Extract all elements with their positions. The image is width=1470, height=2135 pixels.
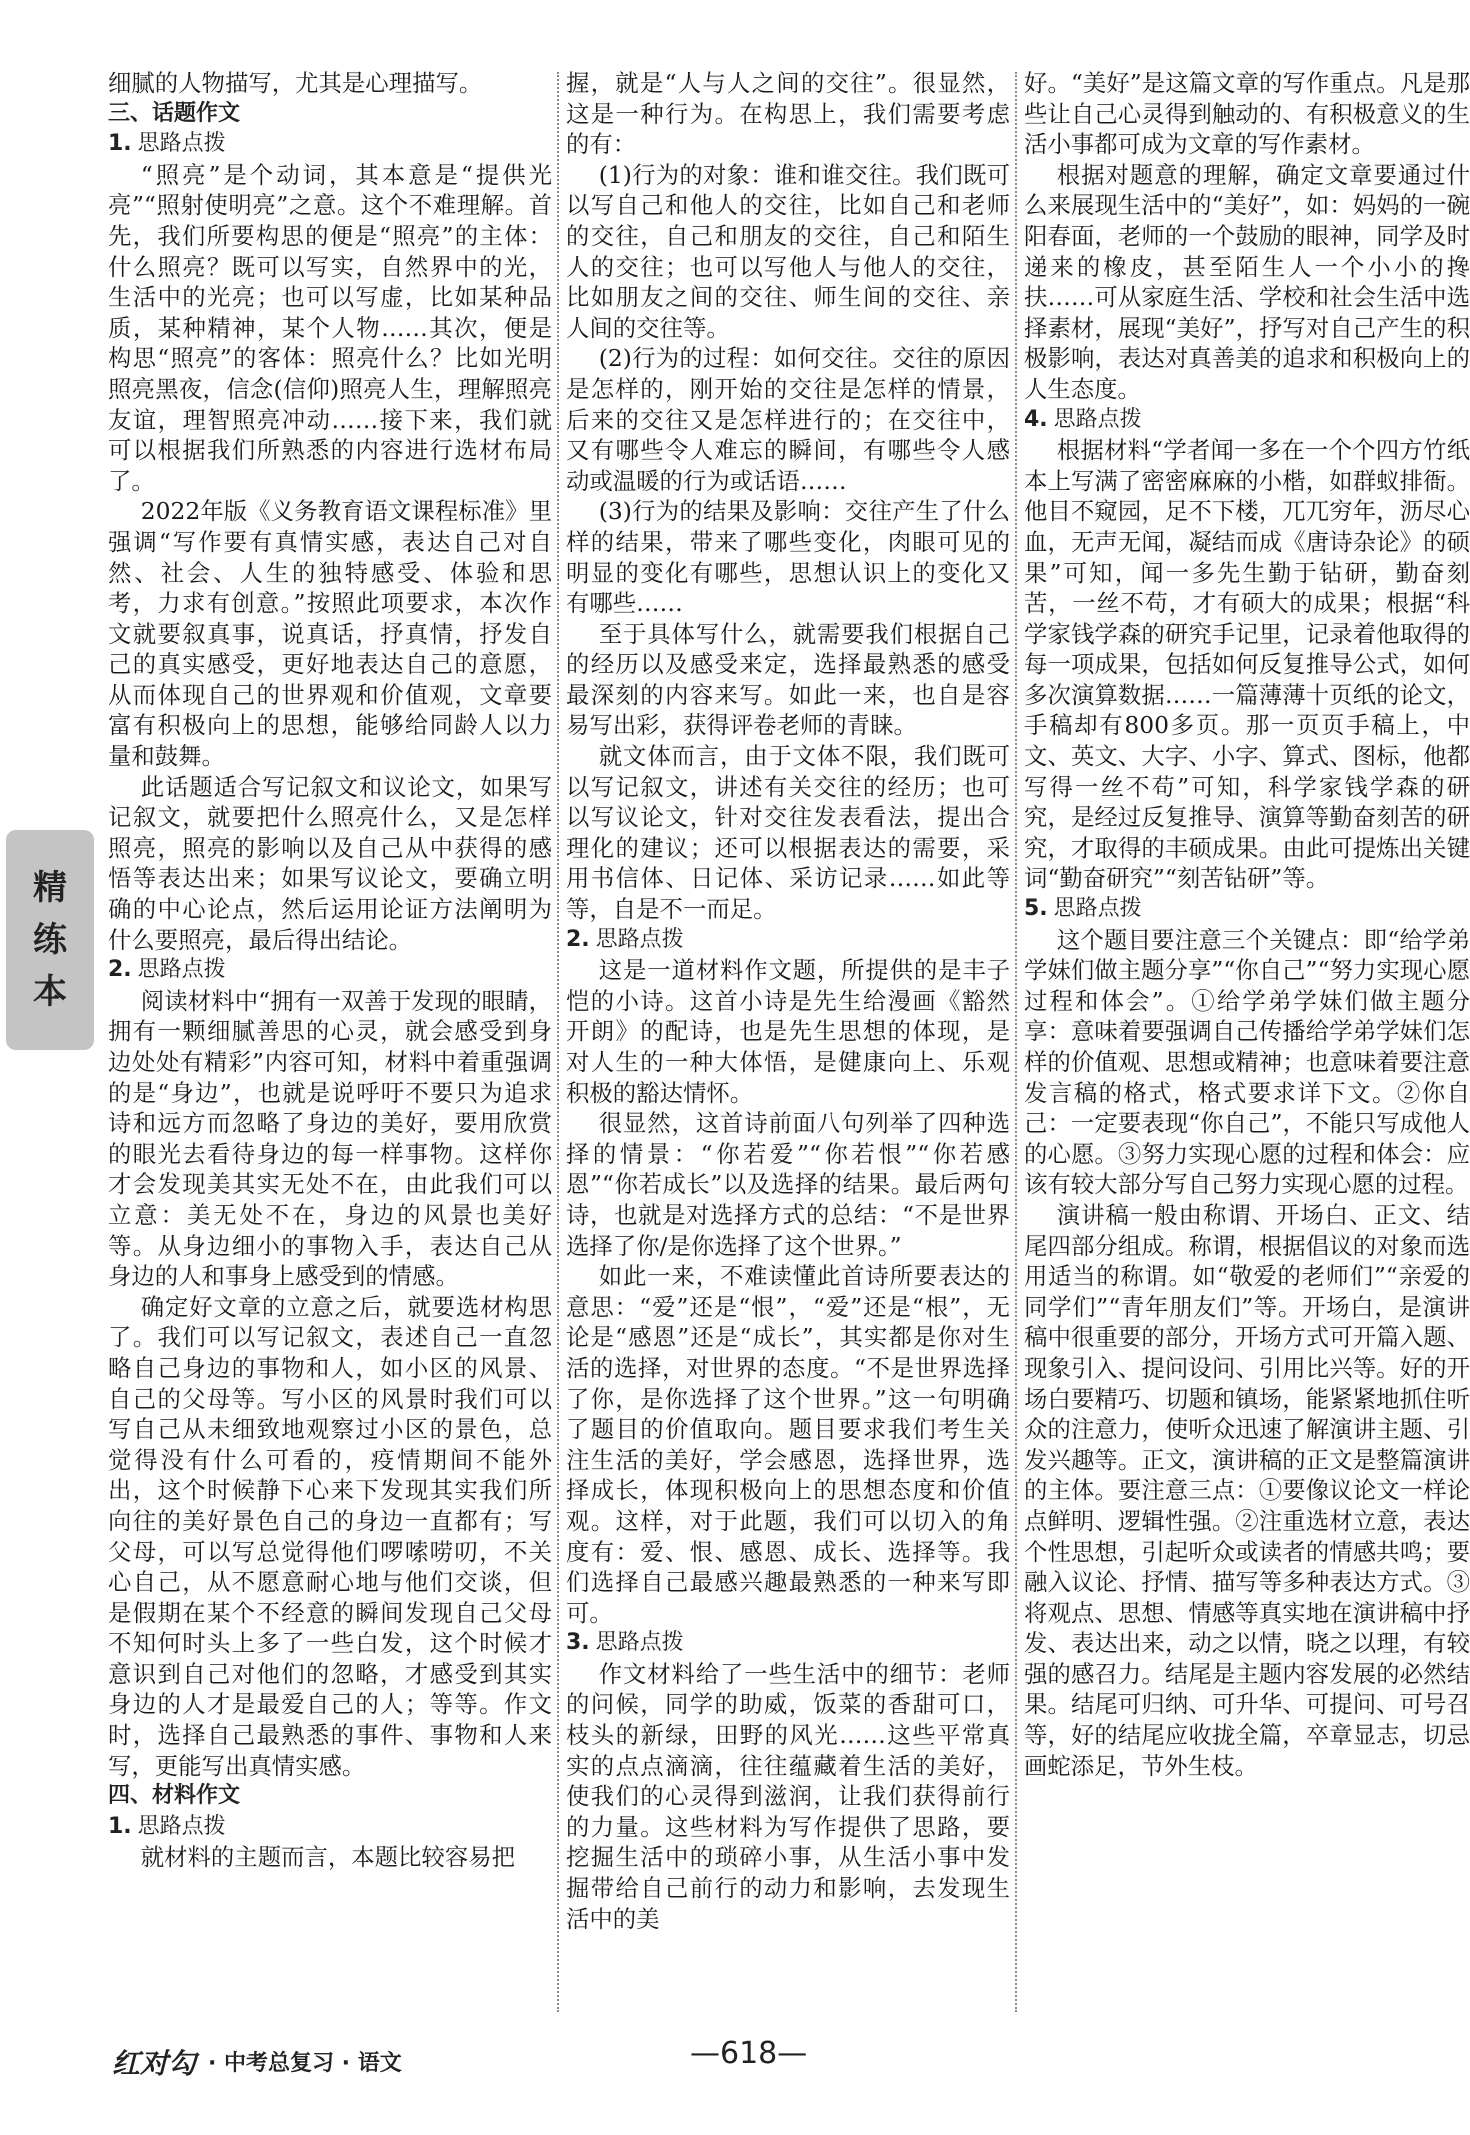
paragraph: 如此一来，不难读懂此首诗所要表达的意思：“爱”还是“恨”，“爱”还是“根”，无论是“感恩”还是“成长”，其实都是你对生活的选择，对世界的态度。“不是世界选择了你，是你选择了这个世界。”这一句明确了题目的价值取向。题目要求我们考生关注生活的美好，学会感恩，选择世界，选择成长，体现积极向上的思想态度和价值观。这样，对于此题，我们可以切入的角度有：爱、恨、感恩、成长、选择等。我们选择自己最感兴趣最熟悉的一种来写即可。: [566, 1262, 1010, 1627]
paragraph: 握，就是“人与人之间的交往”。很显然，这是一种行为。在构思上，我们需要考虑的有：: [566, 69, 1010, 159]
subsection-heading: [566, 1628, 1010, 1659]
side-tab-char: 本: [33, 972, 67, 1012]
paragraph: 就材料的主题而言，本题比较容易把: [140, 1843, 515, 1872]
subsection-title: 思路点拨: [595, 926, 684, 952]
column-divider: [1015, 72, 1017, 2012]
section-heading: 四、材料作文: [108, 1783, 241, 1809]
subsection-title: 思路点拨: [137, 1813, 226, 1839]
subsection-title: 思路点拨: [1053, 896, 1142, 922]
subsection-heading: [1024, 894, 1470, 925]
footer-brand-logo: 红对勾: [112, 2047, 197, 2080]
subsection-title: 思路点拨: [137, 957, 226, 983]
subsection-title: 思路点拨: [1053, 406, 1142, 432]
subsection-heading: [1024, 405, 1470, 436]
paragraph: “照亮”是个动词，其本意是“提供光亮”“照射使明亮”之意。这个不难理解。首先，我们所要构思的便是“照亮”的主体：什么照亮？既可以写实，自然界中的光，生活中的光亮；也可以写虚，比如某种品质，某种精神，某个人物……其次，便是构思“照亮”的客体：照亮什么？比如光明照亮黑夜，信念(信仰)照亮人生，理解照亮友谊，理智照亮冲动……接下来，我们就可以根据我们所熟悉的内容进行选材布局了。: [108, 160, 552, 495]
paragraph: 就文体而言，由于文体不限，我们既可以写记叙文，讲述有关交往的经历；也可以写议论文，针对交往发表看法，提出合理化的建议；还可以根据表达的需要，采用书信体、日记体、采访记录……如此等等，自是不一而足。: [566, 742, 1010, 924]
paragraph: (1)行为的对象：谁和谁交往。我们既可以写自己和他人的交往，比如自己和老师的交往，自己和朋友的交往，自己和陌生人的交往；也可以写他人与他人的交往，比如朋友之间的交往、师生间的交往、亲人间的交往等。: [566, 160, 1010, 342]
subsection-number: 2.: [566, 926, 590, 952]
paragraph: 2022年版《义务教育语文课程标准》里强调“写作要有真情实感，表达自己对自然、社会、人生的独特感受、体验和思考，力求有创意。”按照此项要求，本次作文就要叙真事，说真话，抒真情，抒发自己的真实感受，更好地表达自己的意愿，从而体现自己的世界观和价值观，文章要富有积极向上的思想，能够给同龄人以力量和鼓舞。: [108, 497, 552, 771]
paragraph: 好。“美好”是这篇文章的写作重点。凡是那些让自己心灵得到触动的、有积极意义的生活小事都可成为文章的写作素材。: [1024, 69, 1470, 159]
subsection-heading: [566, 925, 1010, 956]
paragraph: 至于具体写什么，就需要我们根据自己的经历以及感受来定，选择最熟悉的感受最深刻的内容来写。如此一来，也自是容易写出彩，获得评卷老师的青睐。: [566, 619, 1010, 740]
side-tab-char: 练: [33, 920, 67, 960]
subsection-heading: [108, 129, 552, 160]
subsection-title: 思路点拨: [137, 131, 226, 157]
side-tab-jinglianben: [6, 830, 94, 1050]
paragraph: 演讲稿一般由称谓、开场白、正文、结尾四部分组成。称谓，根据倡议的对象而选用适当的称谓。如“敬爱的老师们”“亲爱的同学们”“青年朋友们”等。开场白，是演讲稿中很重要的部分，开场方式可开篇入题、现象引入、提问设问、引用比兴等。好的开场白要精巧、切题和镇场，能紧紧地抓住听众的注意力，使听众迅速了解演讲主题、引发兴趣等。正文，演讲稿的正文是整篇演讲的主体。要注意三点：①要像议论文一样论点鲜明、逻辑性强。②注重选材立意，表达个性思想，引起听众或读者的情感共鸣；要融入议论、抒情、描写等多种表达方式。③将观点、思想、情感等真实地在演讲稿中抒发、表达出来，动之以情，晓之以理，有较强的感召力。结尾是主题内容发展的必然结果。结尾可归纳、可升华、可提问、可号召等，好的结尾应收拢全篇，卒章显志，切忌画蛇添足，节外生枝。: [1024, 1200, 1470, 1780]
paragraph: 根据对题意的理解，确定文章要通过什么来展现生活中的“美好”，如：妈妈的一碗阳春面，老师的一个鼓励的眼神，同学及时递来的橡皮，甚至陌生人一个小小的搀扶……可从家庭生活、学校和社会生活中选择素材，展现“美好”，抒写对自己产生的积极影响，表达对真善美的追求和积极向上的人生态度。: [1024, 160, 1470, 403]
paragraph: 作文材料给了一些生活中的细节：老师的问候，同学的助威，饭菜的香甜可口，枝头的新绿，田野的风光……这些平常真实的点点滴滴，往往蕴藏着生活的美好，使我们的心灵得到滋润，让我们获得前行的力量。这些材料为写作提供了思路，要挖掘生活中的琐碎小事，从生活小事中发掘带给自己前行的动力和影响，去发现生活中的美: [566, 1659, 1010, 1933]
subsection-number: 3.: [566, 1630, 590, 1656]
paragraph: 这是一道材料作文题，所提供的是丰子恺的小诗。这首小诗是先生给漫画《豁然开朗》的配诗，也是先生思想的体现，是对人生的一种大体悟，是健康向上、乐观积极的豁达情怀。: [566, 956, 1010, 1107]
subsection-number: 4.: [1024, 406, 1048, 432]
text-column-middle: [566, 68, 1010, 1934]
subsection-number: 2.: [108, 957, 132, 983]
paragraph: (2)行为的过程：如何交往。交往的原因是怎样的，刚开始的交往是怎样的情景，后来的交往又是怎样进行的；在交往中，又有哪些令人难忘的瞬间，有哪些令人感动或温暖的行为或话语……: [566, 344, 1010, 495]
section-heading: 三、话题作文: [108, 100, 241, 126]
subsection-number: 1.: [108, 131, 132, 157]
subsection-number: 5.: [1024, 896, 1048, 922]
paragraph: 很显然，这首诗前面八句列举了四种选择的情景：“你若爱”“你若恨”“你若感恩”“你若成长”以及选择的结果。最后两句诗，也就是对选择方式的总结：“不是世界选择了你/是你选择了这个世界。”: [566, 1109, 1010, 1260]
column-divider: [557, 72, 559, 2012]
side-tab-char: 精: [33, 868, 67, 908]
subsection-title: 思路点拨: [595, 1630, 684, 1656]
paragraph: (3)行为的结果及影响：交往产生了什么样的结果，带来了哪些变化，肉眼可见的明显的变化有哪些，思想认识上的变化又有哪些……: [566, 497, 1010, 618]
subsection-number: 1.: [108, 1813, 132, 1839]
text-column-right: [1024, 68, 1470, 1781]
paragraph: 根据材料“学者闻一多在一个个四方竹纸本上写满了密密麻麻的小楷，如群蚁排衙。他目不窥园，足不下楼，兀兀穷年，沥尽心血，无声无闻，凝结而成《唐诗杂论》的硕果”可知，闻一多先生勤于钻研，勤奋刻苦，一丝不苟，才有硕大的成果；根据“科学家钱学森的研究手记里，记录着他取得的每一项成果，包括如何反复推导公式，如何多次演算数据……一篇薄薄十页纸的论文，手稿却有800多页。那一页页手稿上，中文、英文、大字、小字、算式、图标，他都写得一丝不苟”可知，科学家钱学森的研究，是经过反复推导、演算等勤奋刻苦的研究，才取得的丰硕成果。由此可提炼出关键词“勤奋研究”“刻苦钻研”等。: [1024, 436, 1470, 893]
paragraph: 细腻的人物描写，尤其是心理描写。: [108, 69, 483, 97]
paragraph: 此话题适合写记叙文和议论文，如果写记叙文，就要把什么照亮什么，又是怎样照亮，照亮的影响以及自己从中获得的感悟等表达出来；如果写议论文，要确立明确的中心论点，然后运用论证方法阐明为什么要照亮，最后得出结论。: [108, 772, 552, 954]
text-column-left: [108, 68, 552, 1873]
paragraph: 阅读材料中“拥有一双善于发现的眼睛，拥有一颗细腻善思的心灵，就会感受到身边处处有精彩”内容可知，材料中着重强调的是“身边”，也就是说呼吁不要只为追求诗和远方而忽略了身边的美好，要用欣赏的眼光去看待身边的每一样事物。这样你才会发现美其实无处不在，由此我们可以立意：美无处不在，身边的风景也美好等。从身边细小的事物入手，表达自己从身边的人和事身上感受到的情感。: [108, 986, 552, 1291]
paragraph: 这个题目要注意三个关键点：即“给学弟学妹们做主题分享”“你自己”“努力实现心愿过程和体会”。①给学弟学妹们做主题分享：意味着要强调自己传播给学弟学妹们怎样的价值观、思想或精神；也意味着要注意发言稿的格式，格式要求详下文。②你自己：一定要表现“你自己”，不能只写成他人的心愿。③努力实现心愿的过程和体会：应该有较大部分写自己努力实现心愿的过程。: [1024, 925, 1470, 1199]
footer-book-title: · 中考总复习 · 语文: [208, 2051, 402, 2076]
paragraph: 确定好文章的立意之后，就要选材构思了。我们可以写记叙文，表述自己一直忽略自己身边的事物和人，如小区的风景、自己的父母等。写小区的风景时我们可以写自己从未细致地观察过小区的景色，总觉得没有什么可看的，疫情期间不能外出，这个时候静下心来下发现其实我们所向往的美好景色自己的身边一直都有；写父母，可以写总觉得他们啰嗦唠叨，不关心自己，从不愿意耐心地与他们交谈，但是假期在某个不经意的瞬间发现自己父母不知何时头上多了一些白发，这个时候才意识到自己对他们的忽略，才感受到其实身边的人才是最爱自己的人；等等。作文时，选择自己最熟悉的事件、事物和人来写，更能写出真情实感。: [108, 1292, 552, 1780]
page-number: —618—: [690, 2036, 808, 2071]
subsection-heading: [108, 955, 552, 986]
subsection-heading: [108, 1812, 552, 1843]
